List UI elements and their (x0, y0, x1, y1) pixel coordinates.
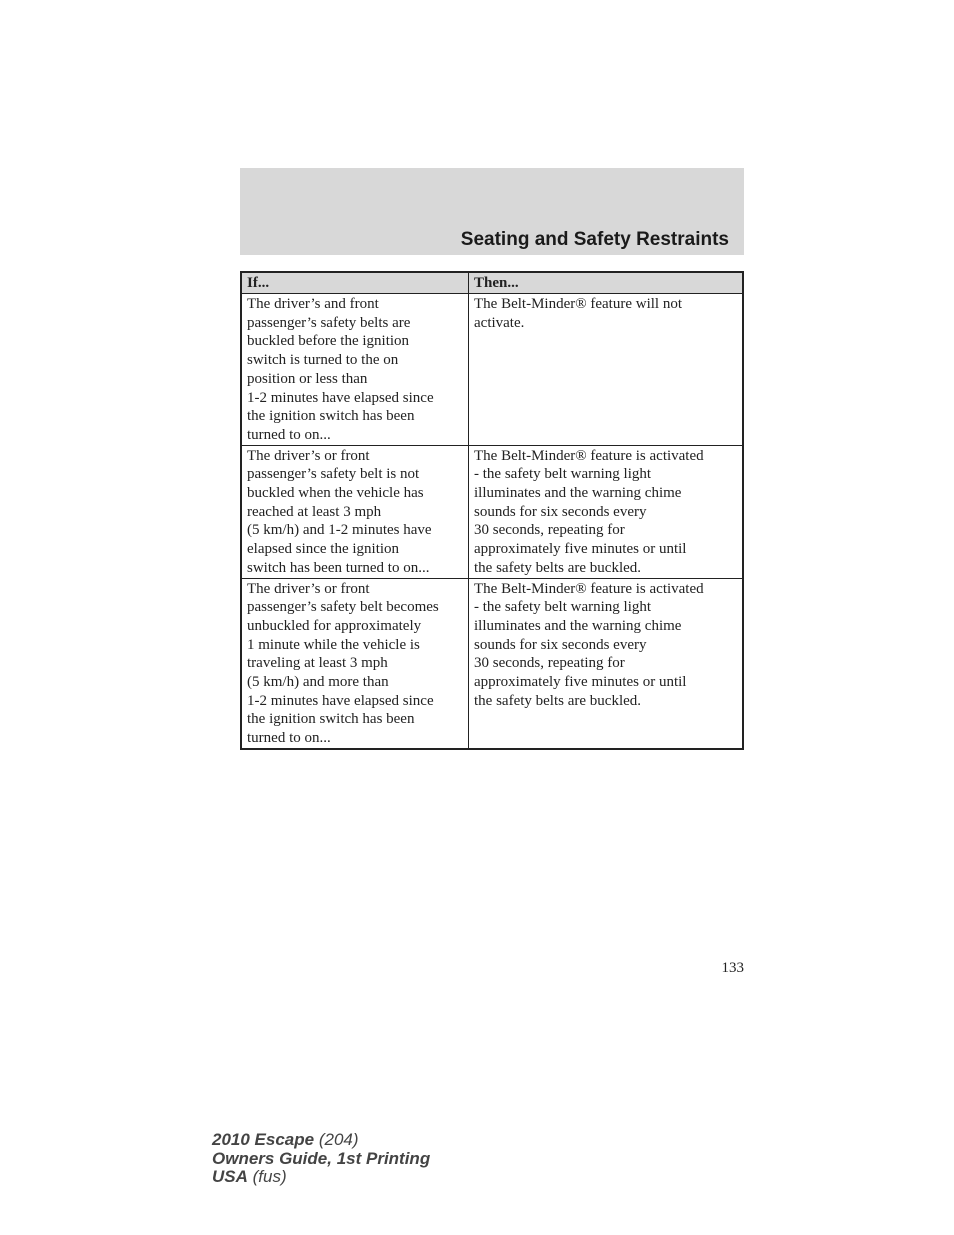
table-row (241, 578, 743, 749)
footer-market: USA (212, 1167, 248, 1186)
footer-line-market (212, 1168, 430, 1187)
table-cell-if: The driver’s or front passenger’s safety belt becomes unbuckled for approximately 1 minute while the vehicle is traveling at least 3 mph (5 km/h) and more than 1-2 minutes have elapsed since the ignition switch has been turned to on... (241, 578, 469, 749)
column-header-then: Then... (469, 272, 744, 294)
footer-line-model (212, 1131, 430, 1150)
table-row (241, 445, 743, 578)
footer-model-code: (204) (318, 1130, 359, 1149)
table-cell-then: The Belt-Minder® feature is activated - the safety belt warning light illuminates and the warning chime sounds for six seconds every 30 seconds, repeating for approximately five minutes or until the safety belts are buckled. (469, 445, 744, 578)
document-footer (212, 1131, 430, 1187)
footer-guide: Owners Guide, 1st Printing (212, 1148, 431, 1168)
table-row (241, 294, 743, 446)
section-title: Seating and Safety Restraints (460, 229, 729, 250)
table-header-row (241, 272, 743, 294)
table-cell-if: The driver’s and front passenger’s safety belts are buckled before the ignition switch is turned to the on position or less than 1-2 minutes have elapsed since the ignition switch has been turned to on... (241, 294, 469, 446)
footer-market-code: (fus) (252, 1167, 287, 1186)
column-header-if: If... (241, 272, 469, 294)
section-header-band (240, 168, 744, 255)
belt-minder-table (240, 271, 744, 750)
page-number: 133 (721, 960, 744, 976)
table-cell-then: The Belt-Minder® feature is activated - the safety belt warning light illuminates and the warning chime sounds for six seconds every 30 seconds, repeating for approximately five minutes or until the safety belts are buckled. (469, 578, 744, 749)
footer-line-guide (212, 1150, 430, 1169)
table-cell-then: The Belt-Minder® feature will not activate. (469, 294, 744, 446)
table-cell-if: The driver’s or front passenger’s safety belt is not buckled when the vehicle has reached at least 3 mph (5 km/h) and 1-2 minutes have elapsed since the ignition switch has been turned to on... (241, 445, 469, 578)
footer-model: 2010 Escape (212, 1130, 315, 1149)
